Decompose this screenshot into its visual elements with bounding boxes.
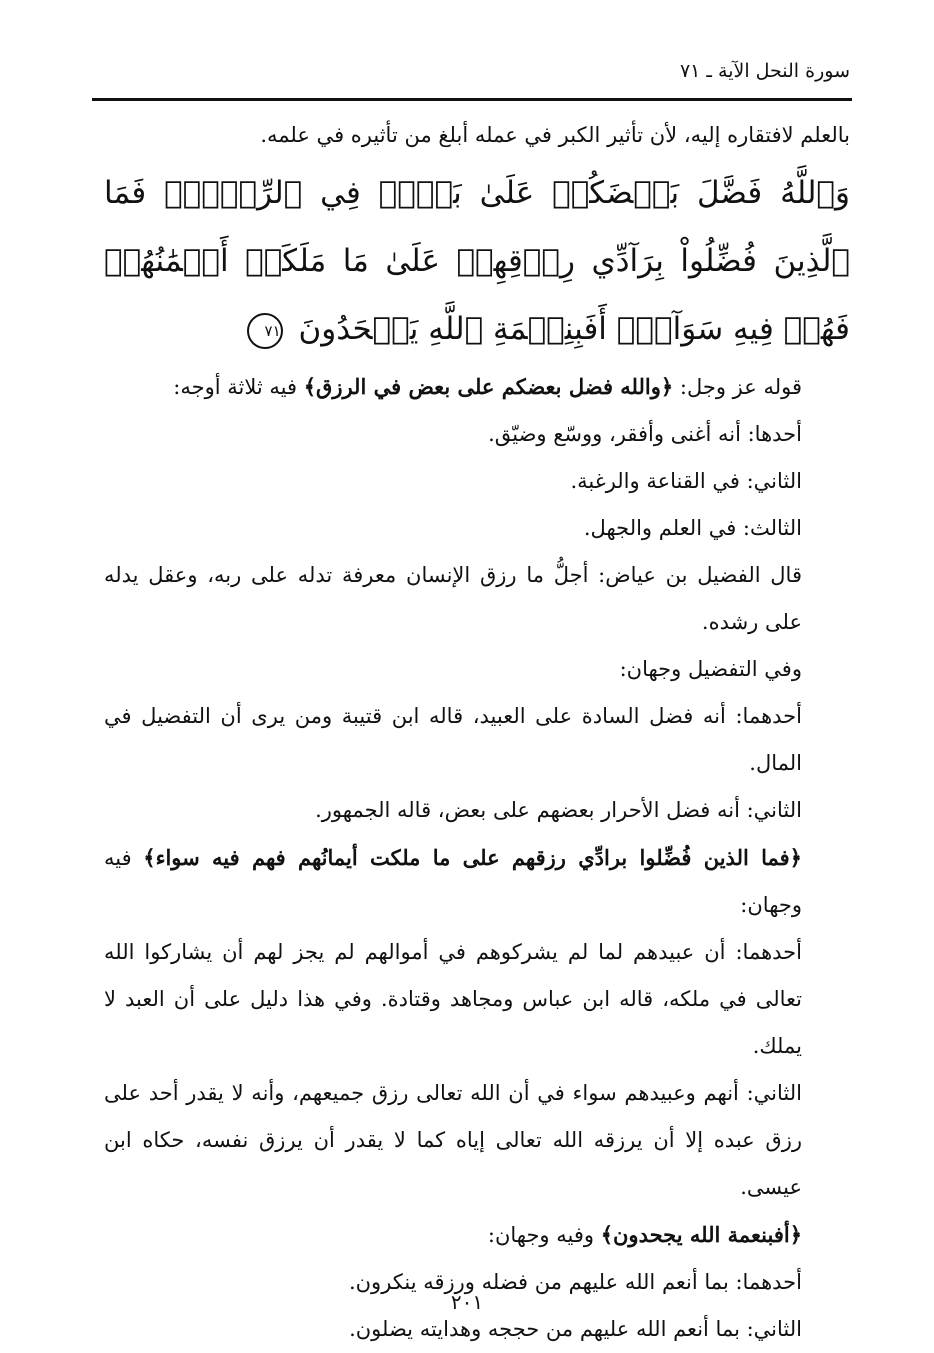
- quran-verse: [104, 159, 850, 363]
- paragraph-6: وفي التفضيل وجهان:: [619, 657, 802, 681]
- paragraph-11: الثاني: أنهم وعبيدهم سواء في أن الله تعالى رزق جميعهم، وأنه لا يقدر أحد على رزق عبده إلا أن يرزقه الله تعالى إياه كما لا يقدر أن يرزق نفسه، حكاه ابن عيسى.: [104, 1081, 802, 1199]
- page-number: ٢٠١: [450, 1290, 484, 1314]
- paragraph-2: أحدها: أنه أغنى وأفقر، ووسّع وضيّق.: [488, 422, 802, 446]
- page-body: [104, 112, 850, 1353]
- header-divider: [92, 98, 852, 101]
- paragraph-1-rest: فيه ثلاثة أوجه:: [173, 375, 304, 399]
- paragraph-3: الثاني: في القناعة والرغبة.: [570, 469, 802, 493]
- paragraph-12-rest: وفيه وجهان:: [487, 1223, 601, 1247]
- paragraph-12: [104, 1211, 850, 1259]
- intro-line: بالعلم لافتقاره إليه، لأن تأثير الكبر في عمله أبلغ من تأثيره في علمه.: [260, 123, 850, 147]
- paragraph-1-lead: قوله عز وجل:: [673, 375, 802, 399]
- ayah-number-marker: ٧١: [247, 313, 283, 349]
- paragraph-1: [104, 363, 850, 411]
- paragraph-13: أحدهما: بما أنعم الله عليهم من فضله ورزقه ينكرون.: [348, 1270, 802, 1294]
- paragraph-5: قال الفضيل بن عياض: أجلُّ ما رزق الإنسان معرفة تدله على ربه، وعقل يدله على رشده.: [104, 563, 802, 634]
- paragraph-4: الثالث: في العلم والجهل.: [583, 516, 802, 540]
- paragraph-9-rest: فيه وجهان:: [104, 846, 802, 917]
- paragraph-12-quote: ﴿أفبنعمة الله يجحدون﴾: [600, 1222, 802, 1247]
- paragraph-14: الثاني: بما أنعم الله عليهم من حججه وهدايته يضلون.: [349, 1317, 802, 1341]
- paragraph-8: الثاني: أنه فضل الأحرار بعضهم على بعض، قاله الجمهور.: [315, 798, 802, 822]
- verse-text: وَٱللَّهُ فَضَّلَ بَعۡضَكُمۡ عَلَىٰ بَعۡضٖ فِي ٱلرِّزۡقِۚ فَمَا ٱلَّذِينَ فُضِّلُواْ بِرَآدِّي رِزۡقِهِمۡ عَلَىٰ مَا مَلَكَتۡ أَيۡمَٰنُهُمۡ فَهُمۡ فِيهِ سَوَآءٌۚ أَفَبِنِعۡمَةِ ٱللَّهِ يَجۡحَدُونَ: [104, 175, 850, 347]
- paragraph-10: أحدهما: أن عبيدهم لما لم يشركوهم في أموالهم لم يجز لهم أن يشاركوا الله تعالى في ملكه، قاله ابن عباس ومجاهد وقتادة. وفي هذا دليل على أن العبد لا يملك.: [104, 940, 802, 1058]
- paragraph-1-quote: ﴿والله فضل بعضكم على بعض في الرزق﴾: [303, 374, 674, 399]
- paragraph-7: أحدهما: أنه فضل السادة على العبيد، قاله ابن قتيبة ومن يرى أن التفضيل في المال.: [104, 704, 802, 775]
- running-header-title: سورة النحل الآية ـ ٧١: [679, 60, 850, 82]
- paragraph-9-quote: ﴿فما الذين فُضِّلوا برادِّي رزقهم على ما ملكت أيمانُهم فهم فيه سواء﴾: [143, 845, 802, 870]
- paragraph-9: [104, 834, 850, 929]
